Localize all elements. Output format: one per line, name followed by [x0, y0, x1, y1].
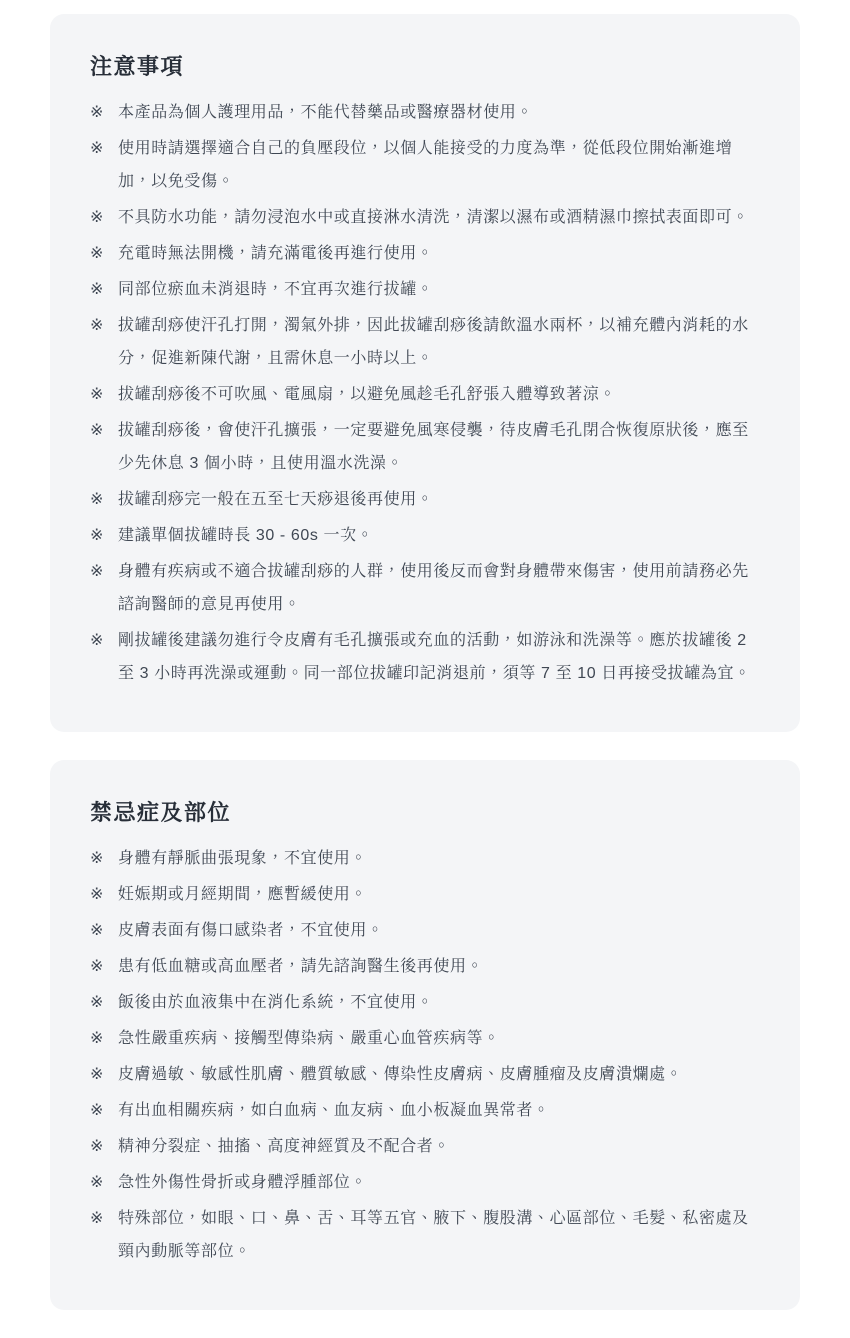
list-item-text: 特殊部位，如眼、口、鼻、舌、耳等五官、腋下、腹股溝、心區部位、毛髮、私密處及頸內動脈等部位。 — [118, 1210, 749, 1260]
list-item — [90, 1166, 760, 1199]
list-item-text: 建議單個拔罐時長 30 - 60s 一次。 — [118, 527, 374, 544]
reference-mark-icon: ※ — [90, 1210, 105, 1227]
card-title: 注意事項 — [90, 54, 185, 79]
list-item-text: 同部位瘀血未消退時，不宜再次進行拔罐。 — [118, 281, 434, 298]
reference-mark-icon: ※ — [90, 850, 105, 867]
list-item-text: 拔罐刮痧完一般在五至七天痧退後再使用。 — [118, 491, 434, 508]
notice-card — [50, 14, 800, 732]
list-item — [90, 132, 760, 198]
list-item-text: 皮膚過敏、敏感性肌膚、體質敏感、傳染性皮膚病、皮膚腫瘤及皮膚潰爛處。 — [118, 1066, 683, 1083]
list-item — [90, 378, 760, 411]
list-item — [90, 1094, 760, 1127]
list-item-text: 拔罐刮痧使汗孔打開，濁氣外排，因此拔罐刮痧後請飲溫水兩杯，以補充體內消耗的水分，促進新陳代謝，且需休息一小時以上。 — [118, 317, 749, 367]
list-item-text: 不具防水功能，請勿浸泡水中或直接淋水清洗，清潔以濕布或酒精濕巾擦拭表面即可。 — [118, 209, 749, 226]
list-item — [90, 414, 760, 480]
list-item-text: 使用時請選擇適合自己的負壓段位，以個人能接受的力度為準，從低段位開始漸進增加，以免受傷。 — [118, 140, 733, 190]
reference-mark-icon: ※ — [90, 104, 105, 121]
reference-mark-icon: ※ — [90, 281, 105, 298]
list-item — [90, 914, 760, 947]
list-item — [90, 273, 760, 306]
list-item — [90, 950, 760, 983]
list-item — [90, 1022, 760, 1055]
list-item-text: 急性外傷性骨折或身體浮腫部位。 — [118, 1174, 368, 1191]
list-item — [90, 878, 760, 911]
reference-mark-icon: ※ — [90, 1102, 105, 1119]
reference-mark-icon: ※ — [90, 922, 105, 939]
list-item-text: 急性嚴重疾病、接觸型傳染病、嚴重心血管疾病等。 — [118, 1030, 500, 1047]
reference-mark-icon: ※ — [90, 994, 105, 1011]
list-item — [90, 309, 760, 375]
list-item — [90, 1058, 760, 1091]
list-item — [90, 555, 760, 621]
list-item-text: 拔罐刮痧後不可吹風、電風扇，以避免風趁毛孔舒張入體導致著涼。 — [118, 386, 617, 403]
list-item-text: 患有低血糖或高血壓者，請先諮詢醫生後再使用。 — [118, 958, 484, 975]
reference-mark-icon: ※ — [90, 527, 105, 544]
list-item-text: 身體有靜脈曲張現象，不宜使用。 — [118, 850, 368, 867]
list-item — [90, 842, 760, 875]
list-item — [90, 201, 760, 234]
card-title: 禁忌症及部位 — [90, 800, 232, 825]
list-item — [90, 96, 760, 129]
list-item — [90, 237, 760, 270]
list-item — [90, 483, 760, 516]
reference-mark-icon: ※ — [90, 1174, 105, 1191]
reference-mark-icon: ※ — [90, 1138, 105, 1155]
list-item-text: 本產品為個人護理用品，不能代替藥品或醫療器材使用。 — [118, 104, 534, 121]
list-item-text: 皮膚表面有傷口感染者，不宜使用。 — [118, 922, 384, 939]
list-item — [90, 519, 760, 552]
card-list — [90, 842, 760, 1268]
reference-mark-icon: ※ — [90, 632, 105, 649]
list-item — [90, 1130, 760, 1163]
list-item-text: 充電時無法開機，請充滿電後再進行使用。 — [118, 245, 434, 262]
reference-mark-icon: ※ — [90, 422, 105, 439]
list-item-text: 剛拔罐後建議勿進行令皮膚有毛孔擴張或充血的活動，如游泳和洗澡等。應於拔罐後 2 至 3 小時再洗澡或運動。同一部位拔罐印記消退前，須等 7 至 10 日再接受拔罐為宜。 — [118, 632, 751, 682]
list-item — [90, 624, 760, 690]
list-item — [90, 1202, 760, 1268]
list-item-text: 拔罐刮痧後，會使汗孔擴張，一定要避免風寒侵襲，待皮膚毛孔閉合恢復原狀後，應至少先休息 3 個小時，且使用溫水洗澡。 — [118, 422, 749, 472]
reference-mark-icon: ※ — [90, 209, 105, 226]
reference-mark-icon: ※ — [90, 491, 105, 508]
notice-card — [50, 760, 800, 1310]
reference-mark-icon: ※ — [90, 140, 105, 157]
reference-mark-icon: ※ — [90, 386, 105, 403]
list-item-text: 飯後由於血液集中在消化系統，不宜使用。 — [118, 994, 434, 1011]
list-item-text: 精神分裂症、抽搐、高度神經質及不配合者。 — [118, 1138, 451, 1155]
reference-mark-icon: ※ — [90, 245, 105, 262]
reference-mark-icon: ※ — [90, 886, 105, 903]
list-item — [90, 986, 760, 1019]
reference-mark-icon: ※ — [90, 563, 105, 580]
reference-mark-icon: ※ — [90, 1030, 105, 1047]
reference-mark-icon: ※ — [90, 317, 105, 334]
reference-mark-icon: ※ — [90, 1066, 105, 1083]
reference-mark-icon: ※ — [90, 958, 105, 975]
cards-container — [0, 14, 850, 1310]
card-list — [90, 96, 760, 690]
list-item-text: 身體有疾病或不適合拔罐刮痧的人群，使用後反而會對身體帶來傷害，使用前請務必先諮詢醫師的意見再使用。 — [118, 563, 749, 613]
list-item-text: 有出血相關疾病，如白血病、血友病、血小板凝血異常者。 — [118, 1102, 550, 1119]
list-item-text: 妊娠期或月經期間，應暫緩使用。 — [118, 886, 368, 903]
